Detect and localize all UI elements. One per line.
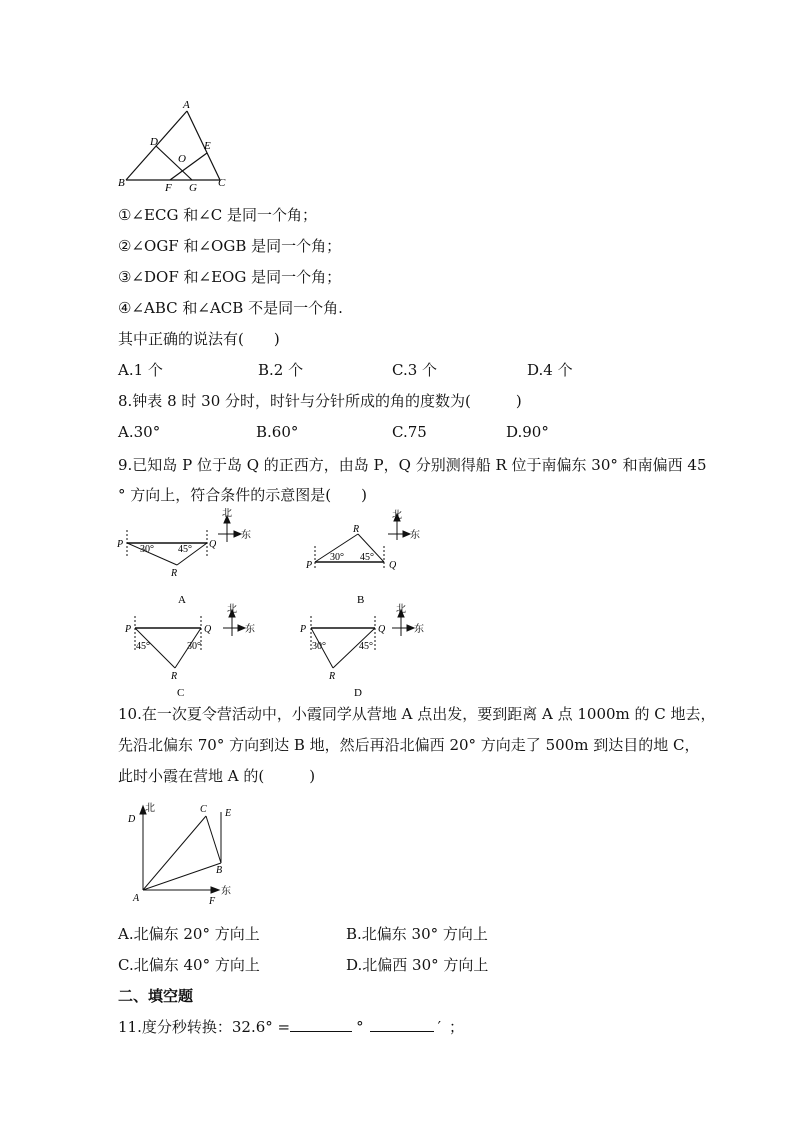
point-r-label: R xyxy=(329,671,336,682)
q9-diagram-d xyxy=(297,600,437,700)
label-e: E xyxy=(225,808,232,819)
point-r-label: R xyxy=(353,524,360,535)
angle-45-label: 45° xyxy=(178,544,192,555)
q11-question xyxy=(118,1017,464,1037)
q7-option-a: A.1 个 xyxy=(118,361,163,379)
point-r-label: R xyxy=(171,568,178,579)
q7-prompt: 其中正确的说法有( ) xyxy=(118,330,280,348)
compass-north-label: 北 xyxy=(392,510,402,521)
label-G: G xyxy=(189,182,197,192)
q10-option-a: A.北偏东 20° 方向上 xyxy=(118,925,260,943)
q9-diagram-a xyxy=(115,508,255,608)
label-C: C xyxy=(218,177,226,189)
angle-30-label: 30° xyxy=(187,641,201,652)
angle-45-label: 45° xyxy=(359,641,373,652)
compass-north-label: 北 xyxy=(227,604,237,615)
q7-option-c: C.3 个 xyxy=(392,361,438,379)
q10-option-c: C.北偏东 40° 方向上 xyxy=(118,956,260,974)
point-q-label: Q xyxy=(389,560,397,571)
q7-statement-4: ④∠ABC 和∠ACB 不是同一个角. xyxy=(118,299,343,317)
label-d: D xyxy=(128,814,136,825)
q9-diagram-b xyxy=(300,508,420,608)
diagram-a-caption: A xyxy=(178,594,186,606)
label-north: 北 xyxy=(145,803,155,814)
label-f: F xyxy=(209,896,216,907)
q8-option-b: B.60° xyxy=(256,423,299,441)
point-p-label: P xyxy=(117,539,124,550)
compass-east-label: 东 xyxy=(245,624,255,635)
compass-east-label: 东 xyxy=(241,530,251,541)
angle-45-label: 45° xyxy=(360,552,374,563)
q10-question-line1: 10.在一次夏令营活动中，小霞同学从营地 A 点出发，要到距离 A 点 1000m 的 C 地去， xyxy=(118,705,716,723)
q7-option-b: B.2 个 xyxy=(258,361,304,379)
label-east: 东 xyxy=(221,886,231,897)
q10-question-line2: 先沿北偏东 70° 方向到达 B 地，然后再沿北偏西 20° 方向走了 500m 到达目的地 C， xyxy=(118,736,700,754)
q7-statement-1: ①∠ECG 和∠C 是同一个角； xyxy=(118,206,318,224)
q11-minute-blank[interactable] xyxy=(370,1017,434,1032)
angle-30-label: 30° xyxy=(140,544,154,555)
point-p-label: P xyxy=(125,624,132,635)
point-p-label: P xyxy=(300,624,307,635)
label-A: A xyxy=(183,99,190,111)
diagram-d-caption: D xyxy=(354,687,362,699)
point-q-label: Q xyxy=(204,624,212,635)
q7-statement-2: ②∠OGF 和∠OGB 是同一个角； xyxy=(118,237,342,255)
point-q-label: Q xyxy=(378,624,386,635)
label-B: B xyxy=(118,177,125,189)
compass-north-label: 北 xyxy=(222,508,232,519)
compass-north-label: 北 xyxy=(396,604,406,615)
q8-question: 8.钟表 8 时 30 分时，时针与分针所成的角的度数为( ) xyxy=(118,392,522,410)
section-heading: 二、填空题 xyxy=(118,987,194,1005)
label-c: C xyxy=(200,804,207,815)
q7-option-d: D.4 个 xyxy=(527,361,573,379)
point-p-label: P xyxy=(306,560,313,571)
q10-option-b: B.北偏东 30° 方向上 xyxy=(346,925,488,943)
label-O: O xyxy=(178,153,186,165)
q11-minute-mark: ′ xyxy=(437,1018,441,1036)
point-r-label: R xyxy=(171,671,178,682)
label-F: F xyxy=(165,182,172,192)
label-D: D xyxy=(150,136,158,148)
q11-degree-mark: ° xyxy=(356,1018,364,1036)
q10-figure xyxy=(120,798,245,908)
angle-30-label: 30° xyxy=(312,641,326,652)
q9-question-line2: ° 方向上，符合条件的示意图是( ) xyxy=(118,486,367,504)
compass-east-label: 东 xyxy=(414,624,424,635)
label-b: B xyxy=(216,865,223,876)
q7-statement-3: ③∠DOF 和∠EOG 是同一个角； xyxy=(118,268,342,286)
q10-option-d: D.北偏西 30° 方向上 xyxy=(346,956,489,974)
q8-option-c: C.75 xyxy=(392,423,427,441)
label-a: A xyxy=(133,893,140,904)
diagram-c-caption: C xyxy=(177,687,185,699)
triangle-figure xyxy=(112,96,242,192)
q8-option-a: A.30° xyxy=(118,423,161,441)
angle-30-label: 30° xyxy=(330,552,344,563)
q8-option-d: D.90° xyxy=(506,423,549,441)
angle-45-label: 45° xyxy=(136,641,150,652)
q11-end: ； xyxy=(449,1018,465,1036)
q11-prefix: 11.度分秒转换：32.6° = xyxy=(118,1018,291,1036)
q9-diagram-c xyxy=(115,600,265,700)
compass-east-label: 东 xyxy=(410,530,420,541)
diagram-b-caption: B xyxy=(357,594,365,606)
point-q-label: Q xyxy=(209,539,217,550)
label-E: E xyxy=(204,140,211,152)
q10-question-line3: 此时小霞在营地 A 的( ) xyxy=(118,767,316,785)
q9-question-line1: 9.已知岛 P 位于岛 Q 的正西方，由岛 P，Q 分别测得船 R 位于南偏东 30° 和南偏西 45 xyxy=(118,456,707,474)
q11-degree-blank[interactable] xyxy=(290,1017,352,1032)
